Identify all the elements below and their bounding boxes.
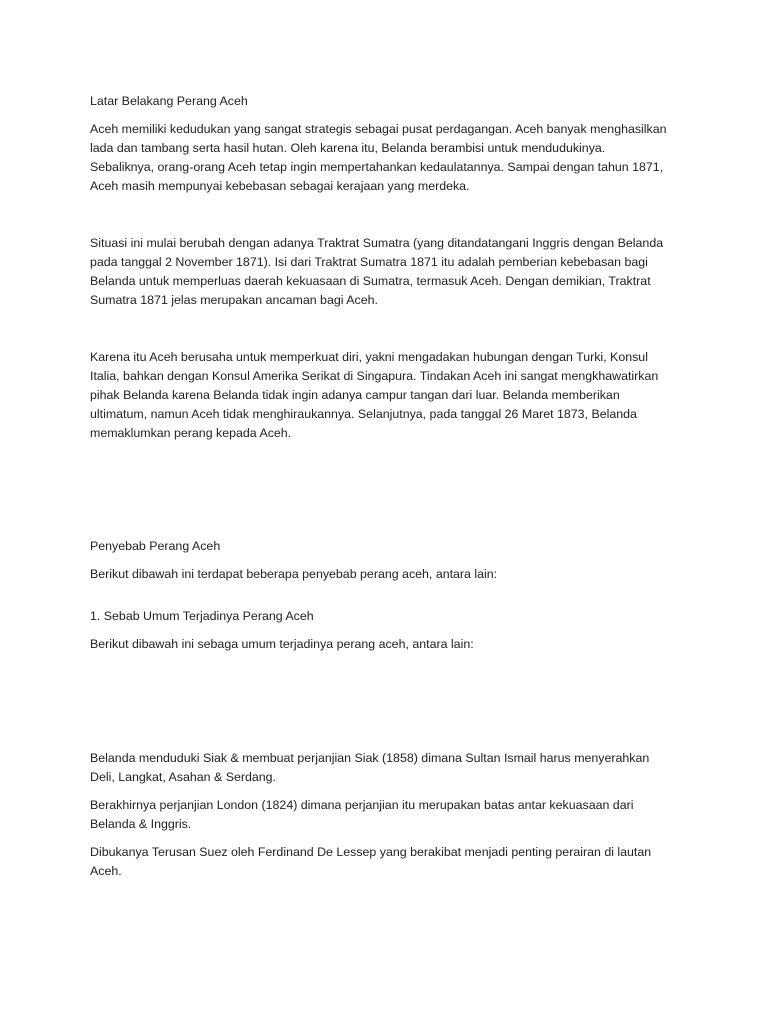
paragraph-traktrat-sumatra: Situasi ini mulai berubah dengan adanya Traktrat Sumatra (yang ditandatangani Inggris dengan Belanda pada tanggal 2 November 1871). Isi dari Traktrat Sumatra 1871 itu adalah pemberian kebebasan bagi Belanda untuk memperluas daerah kekuasaan di Sumatra, termasuk Aceh. Dengan demikian, Traktrat Sumatra 1871 jelas merupakan ancaman bagi Aceh. xyxy=(90,236,664,307)
document-body xyxy=(90,92,690,881)
heading-sebab-umum: 1. Sebab Umum Terjadinya Perang Aceh xyxy=(90,609,314,623)
paragraph-penyebab-intro: Berikut dibawah ini terdapat beberapa penyebab perang aceh, antara lain: xyxy=(90,567,498,581)
paragraph-hubungan-luar-negeri: Karena itu Aceh berusaha untuk memperkuat diri, yakni mengadakan hubungan dengan Turki, Konsul Italia, bahkan dengan Konsul Amerika Serikat di Singapura. Tindakan Aceh ini sangat mengkhawatirkan pihak Belanda karena Belanda tidak ingin adanya campur tangan dari luar. Belanda memberikan ultimatum, namun Aceh tidak menghiraukannya. Selanjutnya, pada tanggal 26 Maret 1873, Belanda memaklumkan perang kepada Aceh. xyxy=(90,350,659,440)
list-item: Belanda menduduki Siak & membuat perjanjian Siak (1858) dimana Sultan Ismail harus menyerahkan Deli, Langkat, Asahan & Serdang. xyxy=(90,751,650,784)
paragraph-sebab-umum-intro: Berikut dibawah ini sebaga umum terjadinya perang aceh, antara lain: xyxy=(90,637,474,651)
heading-penyebab: Penyebab Perang Aceh xyxy=(90,539,221,553)
list-item: Dibukanya Terusan Suez oleh Ferdinand De Lessep yang berakibat menjadi penting perairan di lautan Aceh. xyxy=(90,845,652,878)
paragraph-kedudukan-aceh: Aceh memiliki kedudukan yang sangat strategis sebagai pusat perdagangan. Aceh banyak menghasilkan lada dan tambang serta hasil hutan. Oleh karena itu, Belanda berambisi untuk mendudukinya. Sebaliknya, orang-orang Aceh tetap ingin mempertahankan kedaulatannya. Sampai dengan tahun 1871, Aceh masih mempunyai kebebasan sebagai kerajaan yang merdeka. xyxy=(90,122,667,193)
heading-latar-belakang: Latar Belakang Perang Aceh xyxy=(90,94,248,108)
list-item: Berakhirnya perjanjian London (1824) dimana perjanjian itu merupakan batas antar kekuasaan dari Belanda & Inggris. xyxy=(90,798,634,831)
